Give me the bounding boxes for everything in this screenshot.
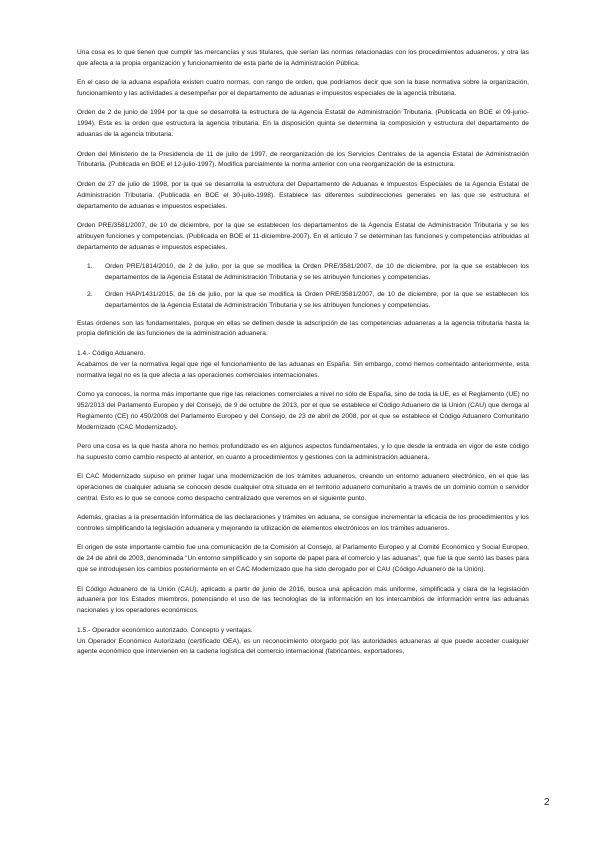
paragraph: El CAC Modernizado supuso en primer lugar una modernización de los trámites aduaneros, creando un entorno aduanero electrónico, en el que las operaciones de cualquier aduana se conocen desde cualquier otra situada en el territorio aduanero comunitario a través de un dominio común o servidor central. Esto es lo que se conoce como despacho centralizado que veremos en el siguiente punto.: [77, 473, 529, 502]
paragraph: Pero una cosa es la que hasta ahora no hemos profundizado es en algunos aspectos fundamentales, y lo que desde la entrada en vigor de este código ha supuesto como cambio respecto al anterior, en cuanto a procedimientos y gestiones con la administración aduanera.: [77, 442, 529, 461]
paragraph: Estas órdenes son las fundamentales, porque en ellas se definen desde la adscripción de las competencias aduaneras a la agencia tributaria hasta la propia definición de las funciones de la administración aduanera.: [77, 319, 529, 338]
document-body: [77, 48, 529, 658]
paragraph: Orden de 27 de julio de 1998, por la que se desarrolla la estructura del Departamento de Aduanas e Impuestos Especiales de la Agencia Estatal de Administración Tributaria. (Publicada en BOE el 30-julio-1998). Establece las diferentes subdirecciones generales en las que se estructura el departamento de aduanas e impuestos especiales.: [77, 180, 529, 210]
list-item-text: Orden PRE/1814/2010, de 2 de julio, por la que se modifica la Orden PRE/3581/2007, de 10 de diciembre, por la que se establecen los departamentos de la Agencia Estatal de Administración Tributaria y se les atribuyen funciones y competencias.: [105, 262, 529, 281]
numbered-list: [77, 262, 529, 312]
paragraph: En el caso de la aduana española existen cuatro normas, con rango de orden, que podríamos decir que son la base normativa sobre la organización, funcionamiento y las actividades a desempeñar por el departamento de aduanas e impuestos especiales de la agencia tributaria.: [77, 79, 529, 98]
paragraph: Orden del Ministerio de la Presidencia de 11 de julio de 1997, de reorganización de los Servicios Centrales de la agencia Estatal de Administración Tributaria. (Publicada en BOE el 12-julio-1997). Modifica parcialmente la norma anterior con una reorganización de la estructura.: [77, 150, 529, 169]
list-item: [87, 262, 529, 284]
list-item-number: 2.: [87, 290, 93, 298]
paragraph: El origen de este importante cambio fue una comunicación de la Comisión al Consejo, al Parlamento Europeo y al Comité Económico y Social Europeo, de 24 de abril de 2003, denominada “Un entorno simplificado y sin soporte de papel para el comercio y las aduanas”, que fue la que sentó las bases para que se introdujesen los cambios posteriormente en el CAC Modernizado que ha sido derogado por el CAU (Código Aduanero de la Unión).: [77, 544, 529, 574]
paragraph: Un Operador Económico Autorizado (certificado OEA), es un reconocimiento otorgado por las autoridades aduaneras al que puede acceder cualquier agente económico que intervienen en la cadena logística del comercio internacional (fabricantes, exportadores,: [77, 637, 529, 656]
paragraph: Acabamos de ver la normativa legal que rige el funcionamiento de las aduanas en España. Sin embargo, como hemos comentado anteriormente, esta normativa legal no es la que afecta a las operaciones comerciales internacionales.: [77, 360, 529, 379]
paragraph: Como ya conoces, la norma más importante que rige las relaciones comerciales a nivel no sólo de España, sino de toda la UE, es el Reglamento (UE) no 952/2013 del Parlamento Europeo y del Consejo, de 9 de octubre de 2013, por el que se establece el Código Aduanero de la Unión (CAU) que deroga al Reglamento (CE) no 450/2008 del Parlamento Europeo y del Consejo, de 23 de abril de 2008, por el que se establece el Código Aduanero Comunitario Modernizado (CAC Modernizado).: [77, 390, 529, 431]
paragraph: El Código Aduanero de la Unión (CAU), aplicado a partir de junio de 2016, busca una aplicación más uniforme, simplificada y clara de la legislación aduanera por los Estados miembros, potenciando el uso de las tecnologías de la información en los intercambios de información entre las aduanas nacionales y los operadores económicos.: [77, 585, 529, 615]
list-item-number: 1.: [87, 262, 93, 270]
paragraph: Orden PRE/3581/2007, de 10 de diciembre, por la que se establecen los departamentos de la Agencia Estatal de Administración Tributaria y se les atribuyen funciones y competencias. (Publicada en BOE el 11-diciembre-2007). En el artículo 7 se determinan las funciones y competencias atribuidas al departamento de aduanas e impuestos especiales.: [77, 221, 529, 251]
paragraph: Una cosa es lo que tienen que cumplir las mercancías y sus titulares, que serían las normas relacionadas con los procedimientos aduaneros, y otra las que afecta a la propia organización y funcionamiento de esta parte de la Administración Pública.: [77, 49, 529, 67]
list-item: [87, 290, 529, 312]
paragraph: Además, gracias a la presentación informática de las declaraciones y trámites en aduana, se consigue incrementar la eficacia de los procedimientos y los controles simplificando la legislación aduanera y mejorando la utilización de elementos electrónicos en los trámites aduaneros.: [77, 514, 529, 533]
paragraph: Orden de 2 de junio de 1994 por la que se desarrolla la estructura de la Agencia Estatal de Administración Tributaria. (Publicada en BOE el 09-junio-1994). Esta es la orden que estructura la agencia tributaria. En la disposición quinta se determina la composición y estructura del departamento de aduanas de la agencia tributaria.: [77, 109, 529, 139]
section-heading: 1.5.- Operador económico autorizado. Concepto y ventajas.: [77, 626, 253, 634]
section-heading: 1.4.- Código Aduanero.: [77, 349, 146, 357]
page-number: 2: [544, 797, 550, 808]
list-item-text: Orden HAP/1431/2015, de 16 de julio, por la que se modifica la Orden PRE/3581/2007, de 10 de diciembre, por la que se establecen los departamentos de la Agencia Estatal de Administración Tributaria y se les atribuyen funciones y competencias.: [105, 290, 529, 309]
